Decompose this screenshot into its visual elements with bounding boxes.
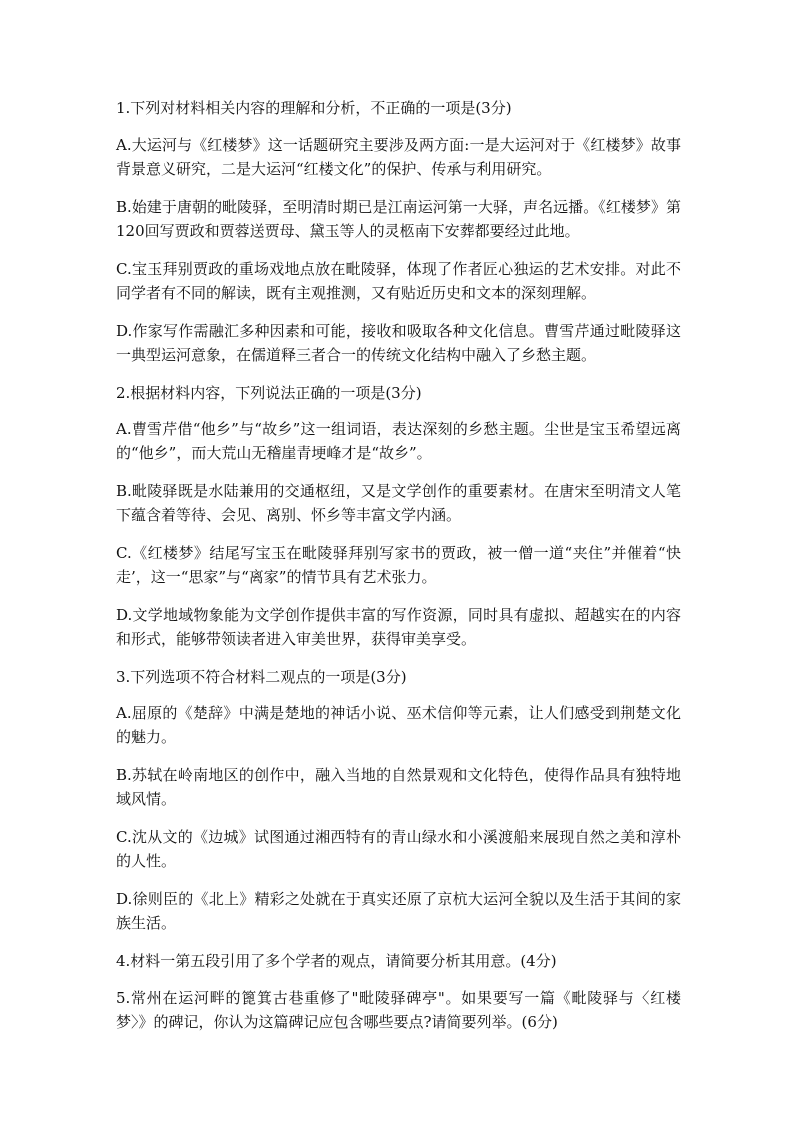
question-3-stem: 3.下列选项不符合材料二观点的一项是(3分): [116, 668, 407, 686]
question-3-option-d: D.徐则臣的《北上》精彩之处就在于真实还原了京杭大运河全貌以及生活于其间的家族生活。: [116, 890, 681, 932]
question-2-option-c: C.《红楼梦》结尾写宝玉在毗陵驿拜别写家书的贾政，被一僧一道“夹住”并催着“快走’，这一“思家”与“离家”的情节具有艺术张力。: [116, 544, 681, 586]
question-1-stem: 1.下列对材料相关内容的理解和分析，不正确的一项是(3分): [116, 99, 512, 117]
question-3-option-c: C.沈从文的《边城》试图通过湘西特有的青山绿水和小溪渡船来展现自然之美和淳朴的人性。: [116, 828, 681, 870]
question-1-option-a: A.大运河与《红楼梦》这一话题研究主要涉及两方面:一是大运河对于《红楼梦》故事背景意义研究，二是大运河“红楼文化”的保护、传承与利用研究。: [116, 136, 681, 178]
question-2-option-d: D.文学地域物象能为文学创作提供丰富的写作资源，同时具有虚拟、超越实在的内容和形式，能够带领读者进入审美世界，获得审美享受。: [116, 606, 681, 648]
question-4-stem: 4.材料一第五段引用了多个学者的观点，请简要分析其用意。(4分): [116, 952, 557, 970]
question-3-option-b: B.苏轼在岭南地区的创作中，融入当地的自然景观和文化特色，使得作品具有独特地域风情。: [116, 766, 681, 808]
question-2-option-a: A.曹雪芹借“他乡”与“故乡”这一组词语，表达深刻的乡愁主题。尘世是宝玉希望远离的“他乡”，而大荒山无稽崖青埂峰才是“故乡”。: [116, 420, 681, 462]
question-3-option-a: A.屈原的《楚辞》中满是楚地的神话小说、巫术信仰等元素，让人们感受到荆楚文化的魅力。: [116, 704, 681, 746]
question-1-option-c: C.宝玉拜别贾政的重场戏地点放在毗陵驿，体现了作者匠心独运的艺术安排。对此不同学者有不同的解读，既有主观推测，又有贴近历史和文本的深刻理解。: [116, 260, 681, 302]
question-5-stem: 5.常州在运河畔的篦箕古巷重修了"毗陵驿碑亭"。如果要写一篇《毗陵驿与〈红楼梦〉》的碑记，你认为这篇碑记应包含哪些要点?请简要列举。(6分): [116, 989, 681, 1031]
question-2-stem: 2.根据材料内容，下列说法正确的一项是(3分): [116, 384, 422, 402]
question-1-option-d: D.作家写作需融汇多种因素和可能，接收和吸取各种文化信息。曹雪芹通过毗陵驿这一典型运河意象，在儒道释三者合一的传统文化结构中融入了乡愁主题。: [116, 322, 681, 364]
question-1-option-b: B.始建于唐朝的毗陵驿，至明清时期已是江南运河第一大驿，声名远播。《红楼梦》第120回写贾政和贾蓉送贾母、黛玉等人的灵柩南下安葬都要经过此地。: [116, 198, 681, 240]
question-2-option-b: B.毗陵驿既是水陆兼用的交通枢纽，又是文学创作的重要素材。在唐宋至明清文人笔下蕴含着等待、会见、离别、怀乡等丰富文学内涵。: [116, 482, 681, 524]
